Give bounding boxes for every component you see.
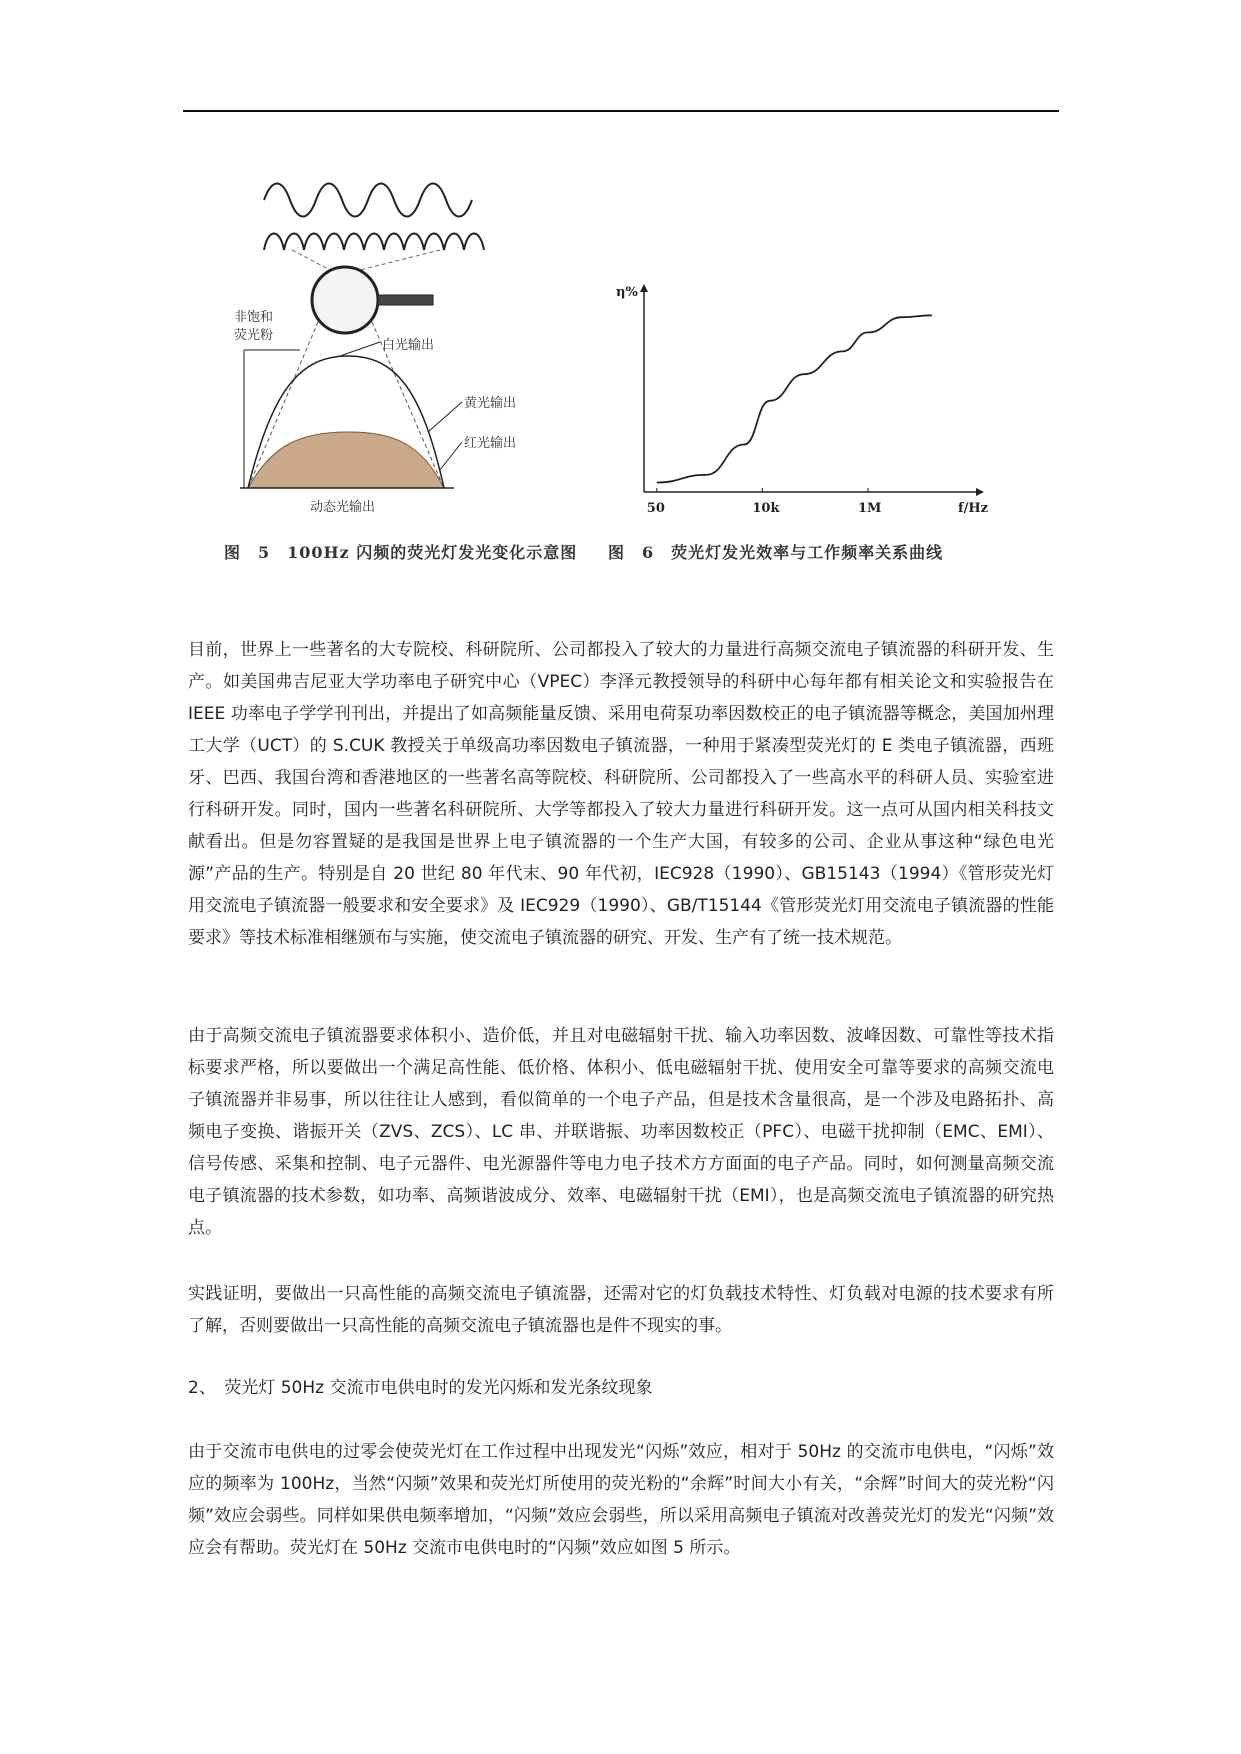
paragraph-4-text: 由于交流市电供电的过零会使荧光灯在工作过程中出现发光“闪烁”效应，相对于 50Hz 的交流市电供电，“闪烁”效应的频率为 100Hz，当然“闪频”效果和荧光灯所使用的荧光粉的“余辉”时间大小有关，“余辉”时间大的荧光粉“闪频”效应会弱些。同样如果供电频率增加，“闪频”效应会弱些，所以采用高频电子镇流对改善荧光灯的发光“闪频”效应会有帮助。荧光灯在 50Hz 交流市电供电时的“闪频”效应如图 5 所示。 — [188, 1442, 1054, 1558]
figure-6 — [600, 280, 1000, 550]
paragraph-1 — [188, 634, 1054, 954]
sine-wave-top — [264, 184, 472, 217]
x-tick-label: 10k — [752, 501, 780, 516]
x-axis-label: f/Hz — [958, 501, 989, 516]
figure-5-caption: 图 5 100Hz 闪频的荧光灯发光变化示意图 — [224, 543, 578, 562]
x-tick-label: 50 — [646, 501, 665, 516]
paragraph-3-text: 实践证明，要做出一只高性能的高频交流电子镇流器，还需对它的灯负载技术特性、灯负载对电源的技术要求有所了解，否则要做出一只高性能的高频交流电子镇流器也是件不现实的事。 — [188, 1284, 1054, 1336]
section-heading-2 — [188, 1372, 1054, 1404]
section-heading-2-text: 2、 荧光灯 50Hz 交流市电供电时的发光闪烁和发光条纹现象 — [188, 1378, 653, 1398]
paragraph-3 — [188, 1278, 1054, 1342]
paragraph-4 — [188, 1436, 1054, 1564]
y-axis-label: η% — [616, 285, 638, 300]
y-axis-arrow — [640, 284, 648, 292]
top-rule — [183, 110, 1059, 112]
magnifier-lens — [312, 267, 378, 333]
x-axis-arrow — [976, 488, 984, 496]
label-dynamic-output: 动态光输出 — [310, 500, 376, 515]
label-yellow-output: 黄光输出 — [464, 396, 517, 411]
x-tick-label: 1M — [858, 501, 882, 516]
figure-5-drawing — [200, 170, 560, 540]
figure-6-caption: 图 6 荧光灯发光效率与工作频率关系曲线 — [608, 543, 944, 562]
label-red-output: 红光输出 — [464, 436, 517, 451]
magnifier-handle — [378, 295, 433, 305]
figure-5 — [200, 170, 560, 550]
rectified-wave — [264, 234, 484, 251]
figure-area — [200, 170, 1060, 590]
label-white-output: 白光输出 — [382, 338, 435, 353]
yellow-red-output-shape — [248, 432, 444, 488]
figure-6-chart — [600, 280, 1000, 540]
efficiency-curve — [657, 315, 932, 482]
paragraph-1-text: 目前，世界上一些著名的大专院校、科研院所、公司都投入了较大的力量进行高频交流电子镇流器的科研开发、生产。如美国弗吉尼亚大学功率电子研究中心（VPEC）李泽元教授领导的科研中心每年都有相关论文和实验报告在 IEEE 功率电子学学刊刊出，并提出了如高频能量反馈、采用电荷泵功率因数校正的电子镇流器等概念，美国加州理工大学（UCT）的 S.CUK 教授关于单级高功率因数电子镇流器，一种用于紧凑型荧光灯的 E 类电子镇流器，西班牙、巴西、我国台湾和香港地区的一些著名高等院校、科研院所、公司都投入了一些高水平的科研人员、实验室进行科研开发。同时，国内一些著名科研院所、大学等都投入了较大力量进行科研开发。这一点可从国内相关科技文献看出。但是勿容置疑的是我国是世界上电子镇流器的一个生产大国，有较多的公司、企业从事这种“绿色电光源”产品的生产。特别是自 20 世纪 80 年代末、90 年代初，IEC928（1990）、GB15143（1994）《管形荧光灯用交流电子镇流器一般要求和安全要求》及 IEC929（1990）、GB/T15144《管形荧光灯用交流电子镇流器的性能要求》等技术标准相继颁布与实施，使交流电子镇流器的研究、开发、生产有了统一技术规范。 — [188, 640, 1054, 948]
paragraph-2 — [188, 1020, 1054, 1244]
paragraph-2-text: 由于高频交流电子镇流器要求体积小、造价低，并且对电磁辐射干扰、输入功率因数、波峰因数、可靠性等技术指标要求严格，所以要做出一个满足高性能、低价格、体积小、低电磁辐射干扰、使用安全可靠等要求的高频交流电子镇流器并非易事，所以往往让人感到，看似简单的一个电子产品，但是技术含量很高，是一个涉及电路拓扑、高频电子变换、谐振开关（ZVS、ZCS）、LC 串、并联谐振、功率因数校正（PFC）、电磁干扰抑制（EMC、EMI）、信号传感、采集和控制、电子元器件、电光源器件等电力电子技术方方面面的电子产品。同时，如何测量高频交流电子镇流器的技术参数，如功率、高频谐波成分、效率、电磁辐射干扰（EMI），也是高频交流电子镇流器的研究热点。 — [188, 1026, 1054, 1238]
label-non-saturated: 非饱和 — [234, 310, 274, 325]
label-phosphor: 荧光粉 — [234, 328, 274, 343]
